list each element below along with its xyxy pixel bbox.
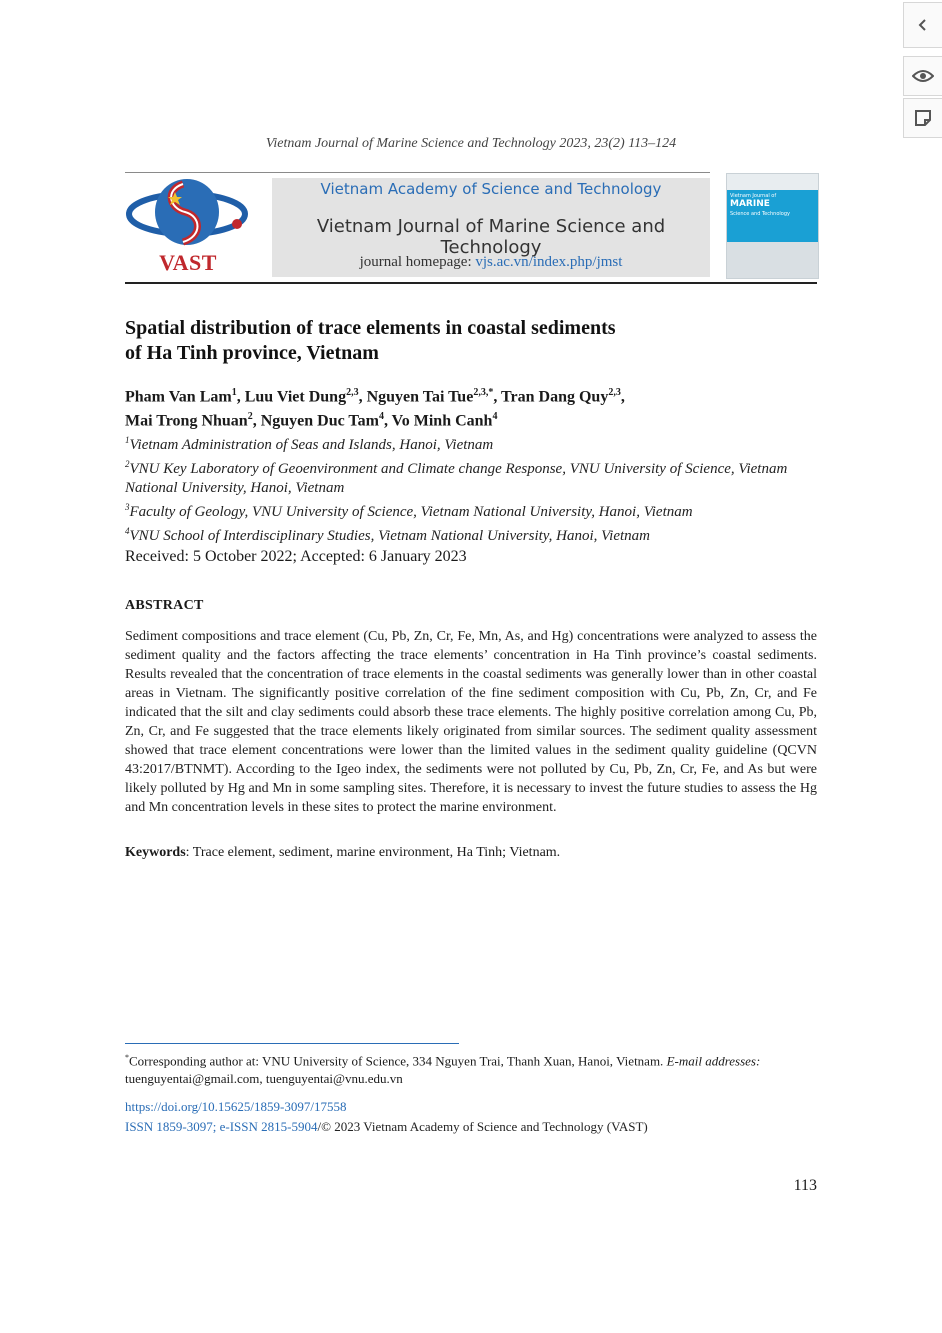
keywords-label: Keywords xyxy=(125,845,186,860)
affiliations xyxy=(125,431,815,546)
cover-footer xyxy=(727,242,818,278)
cover-title xyxy=(730,193,816,217)
author-sup: 4 xyxy=(492,411,498,423)
banner-homepage xyxy=(272,254,710,271)
author-sup: 2 xyxy=(247,411,253,423)
author-sup: 2,3 xyxy=(346,387,359,398)
author-name: Nguyen Tai Tue xyxy=(366,388,474,406)
header-rule-top xyxy=(125,172,710,173)
author-name: Nguyen Duc Tam xyxy=(260,412,379,430)
author-name: Luu Viet Dung xyxy=(244,388,347,406)
affiliation-2: $^2$VNU Key Laboratory of Geoenvironment and Climate change Response, VNU University of Science, Vietnam National University, Hanoi, Vietnam xyxy=(125,459,788,496)
author-name: Vo Minh Canh xyxy=(391,412,493,430)
logo-caption: VAST xyxy=(159,250,217,275)
eye-icon xyxy=(912,69,934,83)
author-name: Tran Dang Quy xyxy=(501,388,609,406)
abstract-heading: ABSTRACT xyxy=(125,598,204,613)
notes-button[interactable] xyxy=(903,98,942,138)
copyright: /© 2023 Vietnam Academy of Science and Technology (VAST) xyxy=(317,1119,648,1134)
banner-journal-title: Vietnam Journal of Marine Science and Technology xyxy=(316,216,666,258)
footnote-rule xyxy=(125,1043,459,1044)
title-line-2: of Ha Tinh province, Vietnam xyxy=(125,342,379,364)
author-list: Pham Van Lam$^1$, Luu Viet Dung$^{2,3}$, Nguyen Tai Tue$^{2,3,*}$, Tran Dang Quy$^{2,3}$, Mai Trong Nhuan$^2$, Nguyen Duc Tam$^4$, Vo Minh Canh$^4$ xyxy=(125,387,625,430)
view-button[interactable] xyxy=(903,56,942,96)
author-name: Mai Trong Nhuan xyxy=(125,412,248,430)
author-sup: 2,3 xyxy=(608,387,621,398)
affiliation-1: $^1$Vietnam Administration of Seas and Islands, Hanoi, Vietnam xyxy=(125,435,494,453)
homepage-link[interactable]: vjs.ac.vn/index.php/jmst xyxy=(475,254,623,270)
affiliation-4: $^4$VNU School of Interdisciplinary Studies, Vietnam National University, Hanoi, Vietnam xyxy=(125,526,650,544)
author-sup: 1 xyxy=(231,387,237,398)
email-label: E-mail addresses: xyxy=(666,1053,761,1069)
keywords-text: : Trace element, sediment, marine environment, Ha Tinh; Vietnam. xyxy=(185,845,561,860)
corresponding-author: *Corresponding author at: VNU University of Science, 334 Nguyen Trai, Thanh Xuan, Hanoi, Vietnam. E-mail addresses: tuenguyentai@gmail.com, tuenguyentai@vnu.edu.vn xyxy=(125,1053,761,1087)
collapse-button[interactable] xyxy=(903,2,942,48)
doi-link[interactable]: https://doi.org/10.15625/1859-3097/17558 xyxy=(125,1099,347,1114)
affiliation-3: $^3$Faculty of Geology, VNU University of Science, Vietnam National University, Hanoi, Vietnam xyxy=(125,502,693,520)
cover-small: Vietnam Journal of xyxy=(730,193,777,199)
issn-line xyxy=(125,1119,648,1135)
homepage-label: journal homepage: xyxy=(359,254,476,270)
cover-band xyxy=(727,190,818,242)
received-dates: Received: 5 October 2022; Accepted: 6 January 2023 xyxy=(125,548,467,565)
issn-numbers: ISSN 1859-3097; e-ISSN 2815-5904 xyxy=(125,1119,318,1134)
paper-title xyxy=(125,316,765,366)
journal-cover-thumbnail xyxy=(726,173,819,279)
author-name: Pham Van Lam xyxy=(125,388,232,406)
header-rule-bottom xyxy=(125,282,817,284)
chevron-left-icon xyxy=(916,18,930,32)
vast-logo xyxy=(125,178,265,278)
email-addresses[interactable]: tuenguyentai@gmail.com, tuenguyentai@vnu.edu.vn xyxy=(125,1071,403,1087)
title-line-1: Spatial distribution of trace elements in coastal sediments xyxy=(125,317,616,339)
running-head: Vietnam Journal of Marine Science and Technology 2023, 23(2) 113–124 xyxy=(265,136,677,151)
abstract-text: Sediment compositions and trace element (Cu, Pb, Zn, Cr, Fe, Mn, As, and Hg) concentrations were analyzed to assess the sediment quality and the factors affecting the trace elements’ concentration in Ha Tinh province’s coastal sediments. Results revealed that the concentration of trace elements in the coastal sediments was generally lower than in other coastal areas in Vietnam. The significantly positive correlation of the fine sediment composition with Cu, Pb, Zn, Cr, and Fe indicated that the silt and clay sediments could absorb these trace elements. The highly positive correlation among Cu, Pb, Zn, Cr, and Fe suggested that the trace elements likely originated from similar sources. The sediment quality assessment showed that trace element concentrations were lower than the limited values in the sediment quality guideline (QCVN 43:2017/BTNMT). According to the Igeo index, the sediments were not polluted by Cu, Pb, Zn, Cr, Fe, and As but were likely polluted by Hg and Mn in some sampling sites. Therefore, it is necessary to invest the future studies to assess the Hg and Mn concentration levels in these sites to protect the marine environment. xyxy=(125,629,817,815)
journal-banner xyxy=(272,178,710,277)
author-sup: 2,3,* xyxy=(473,387,494,398)
keywords xyxy=(125,845,817,861)
page-number: 113 xyxy=(793,1177,817,1194)
banner-org: Vietnam Academy of Science and Technology xyxy=(320,180,662,198)
vast-emblem-icon xyxy=(125,178,253,250)
note-icon xyxy=(913,108,933,128)
cover-big: MARINE xyxy=(730,199,770,210)
cover-sub: Science and Technology xyxy=(730,210,790,217)
author-sup: 4 xyxy=(378,411,384,423)
